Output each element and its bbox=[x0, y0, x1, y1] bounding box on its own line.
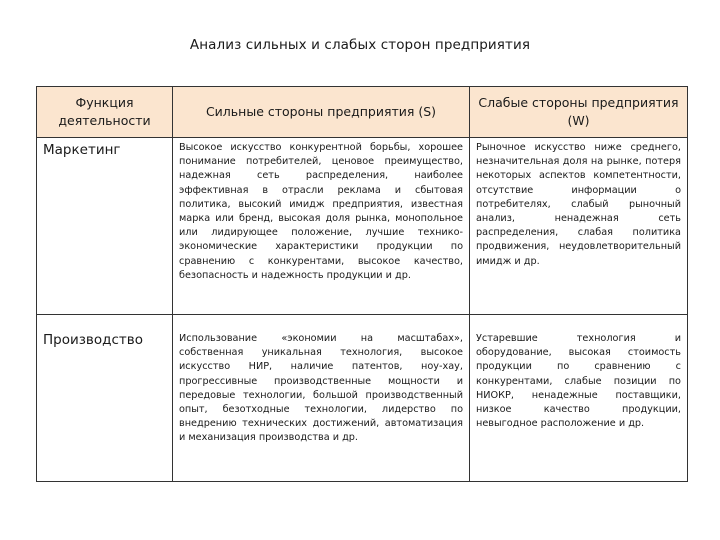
table-header-row bbox=[37, 87, 688, 138]
table-row bbox=[37, 138, 688, 315]
row-weaknesses: Рыночное искусство ниже среднего, незначительная доля на рынке, потеря некоторых аспектов компетентности, отсутствие информации о потребителях, слабый рыночный анализ, ненадежная сеть распределения, слабая политика продвижения, неудовлетворительный имидж и др. bbox=[470, 138, 688, 315]
row-weaknesses: Устаревшие технология и оборудование, высокая стоимость продукции по сравнению с конкурентами, слабые позиции по НИОКР, ненадежные поставщики, низкое качество продукции, невыгодное расположение и др. bbox=[470, 315, 688, 482]
header-strengths: Сильные стороны предприятия (S) bbox=[173, 87, 470, 138]
row-strengths: Высокое искусство конкурентной борьбы, хорошее понимание потребителей, ценовое преимущество, надежная сеть распределения, наиболее эффективная в отрасли реклама и сбытовая политика, высокий имидж предприятия, известная марка или бренд, высокая доля рынка, монопольное или лидирующее положение, лучшие технико-экономические характеристики продукции по сравнению с конкурентами, высокое качество, безопасность и надежность продукции и др. bbox=[173, 138, 470, 315]
row-strengths: Использование «экономии на масштабах», собственная уникальная технология, высокое искусство НИР, наличие патентов, ноу-хау, прогрессивные производственные мощности и передовые технологии, большой производственный опыт, безотходные технологии, лидерство по внедрению технических достижений, автоматизация и механизация производства и др. bbox=[173, 315, 470, 482]
page-title: Анализ сильных и слабых сторон предприятия bbox=[189, 37, 531, 53]
table-row bbox=[37, 315, 688, 482]
swot-table bbox=[36, 86, 688, 482]
header-weaknesses: Слабые стороны предприятия (W) bbox=[470, 87, 688, 138]
row-function: Производство bbox=[37, 315, 173, 482]
row-function: Маркетинг bbox=[37, 138, 173, 315]
header-function: Функция деятельности bbox=[37, 87, 173, 138]
